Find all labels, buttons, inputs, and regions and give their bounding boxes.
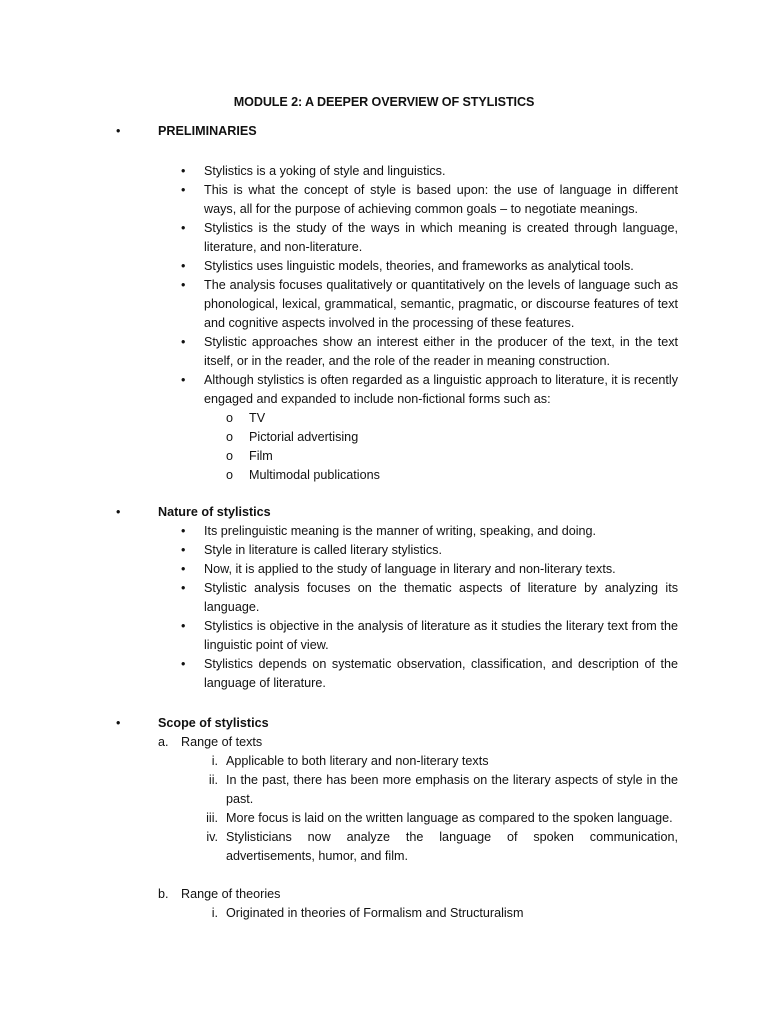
list-item: [0, 466, 768, 485]
list-item: [0, 809, 768, 828]
page-title: MODULE 2: A DEEPER OVERVIEW OF STYLISTICS: [233, 95, 535, 109]
list-item-text: Now, it is applied to the study of language in literary and non-literary texts.: [204, 562, 616, 576]
list-item-text: Although stylistics is often regarded as a linguistic approach to literature, it is recently engaged and expanded to include non-fictional forms such as:: [204, 373, 678, 406]
range-of-theories-list: [0, 904, 768, 923]
circle-bullet-icon: o: [226, 411, 234, 425]
list-item-text: Stylistics is a yoking of style and linguistics.: [204, 164, 446, 178]
subsection-heading-row: [0, 733, 768, 752]
list-item: [0, 752, 768, 771]
list-item-text: Applicable to both literary and non-literary texts: [226, 754, 489, 768]
preliminaries-list: [0, 162, 768, 409]
list-item-text: Film: [249, 449, 273, 463]
list-item-text: Its prelinguistic meaning is the manner of writing, speaking, and doing.: [204, 524, 597, 538]
subsection-marker: a.: [158, 735, 169, 749]
list-item: [0, 181, 768, 219]
list-number: i.: [211, 754, 218, 768]
list-number: iv.: [206, 830, 218, 844]
forms-list: [0, 409, 768, 485]
section-heading-row: [0, 122, 768, 141]
list-item-text: Stylistics is objective in the analysis of literature as it studies the literary text from the linguistic point of view.: [204, 619, 678, 652]
list-item: [0, 904, 768, 923]
list-item-text: Stylistics is the study of the ways in which meaning is created through language, literature, and non-literature.: [204, 221, 678, 254]
bullet-icon: •: [181, 543, 186, 557]
list-item: [0, 276, 768, 333]
section-heading: Nature of stylistics: [158, 505, 271, 519]
list-item: [0, 447, 768, 466]
bullet-icon: •: [181, 335, 186, 349]
list-number: iii.: [206, 811, 218, 825]
bullet-icon: •: [116, 505, 121, 519]
list-item: [0, 371, 768, 409]
section-scope: [0, 714, 768, 923]
list-item: [0, 828, 768, 866]
list-item: [0, 219, 768, 257]
list-item-text: In the past, there has been more emphasis on the literary aspects of style in the past.: [226, 773, 678, 806]
section-preliminaries: [0, 122, 768, 485]
nature-list: [0, 522, 768, 693]
spacer: [0, 866, 768, 885]
section-heading-row: [0, 503, 768, 522]
subsection-heading: Range of texts: [181, 735, 263, 749]
bullet-icon: •: [181, 221, 186, 235]
list-item-text: The analysis focuses qualitatively or quantitatively on the levels of language such as phonological, lexical, grammatical, semantic, pragmatic, or discourse features of text and cognitive aspects involved in the processing of these features.: [204, 278, 678, 330]
list-item: [0, 522, 768, 541]
bullet-icon: •: [181, 183, 186, 197]
range-of-texts-list: [0, 752, 768, 866]
list-item: [0, 333, 768, 371]
section-heading: PRELIMINARIES: [158, 124, 257, 138]
circle-bullet-icon: o: [226, 449, 234, 463]
bullet-icon: •: [181, 164, 186, 178]
subsection-heading: Range of theories: [181, 887, 281, 901]
list-item: [0, 162, 768, 181]
list-item-text: Stylistic approaches show an interest either in the producer of the text, in the text itself, or in the reader, and the role of the reader in meaning construction.: [204, 335, 678, 368]
list-item-text: Stylistic analysis focuses on the thematic aspects of literature by analyzing its language.: [204, 581, 678, 614]
list-item: [0, 257, 768, 276]
list-item: [0, 617, 768, 655]
list-item: [0, 655, 768, 693]
list-item-text: This is what the concept of style is based upon: the use of language in different ways, all for the purpose of achieving common goals – to negotiate meanings.: [204, 183, 678, 216]
bullet-icon: •: [181, 657, 186, 671]
list-item-text: Pictorial advertising: [249, 430, 359, 444]
list-item: [0, 579, 768, 617]
list-item: [0, 541, 768, 560]
list-number: i.: [211, 906, 218, 920]
list-item-text: Originated in theories of Formalism and Structuralism: [226, 906, 524, 920]
bullet-icon: •: [181, 619, 186, 633]
list-item: [0, 560, 768, 579]
circle-bullet-icon: o: [226, 430, 234, 444]
list-number: ii.: [208, 773, 218, 787]
list-item-text: Multimodal publications: [249, 468, 380, 482]
list-item-text: Stylistics uses linguistic models, theories, and frameworks as analytical tools.: [204, 259, 634, 273]
bullet-icon: •: [181, 259, 186, 273]
list-item-text: TV: [249, 411, 266, 425]
bullet-icon: •: [181, 562, 186, 576]
section-heading-row: [0, 714, 768, 733]
list-item-text: Stylisticians now analyze the language of spoken communication, advertisements, humor, and film.: [226, 830, 678, 863]
section-heading: Scope of stylistics: [158, 716, 269, 730]
subsection-heading-row: [0, 885, 768, 904]
list-item: [0, 409, 768, 428]
bullet-icon: •: [181, 278, 186, 292]
bullet-icon: •: [181, 581, 186, 595]
list-item: [0, 428, 768, 447]
bullet-icon: •: [116, 716, 121, 730]
section-nature: [0, 503, 768, 693]
list-item-text: Style in literature is called literary stylistics.: [204, 543, 442, 557]
circle-bullet-icon: o: [226, 468, 234, 482]
list-item-text: More focus is laid on the written language as compared to the spoken language.: [226, 811, 673, 825]
list-item-text: Stylistics depends on systematic observation, classification, and description of the language of literature.: [204, 657, 678, 690]
bullet-icon: •: [181, 524, 186, 538]
subsection-marker: b.: [158, 887, 169, 901]
bullet-icon: •: [116, 124, 121, 138]
list-item: [0, 771, 768, 809]
bullet-icon: •: [181, 373, 186, 387]
